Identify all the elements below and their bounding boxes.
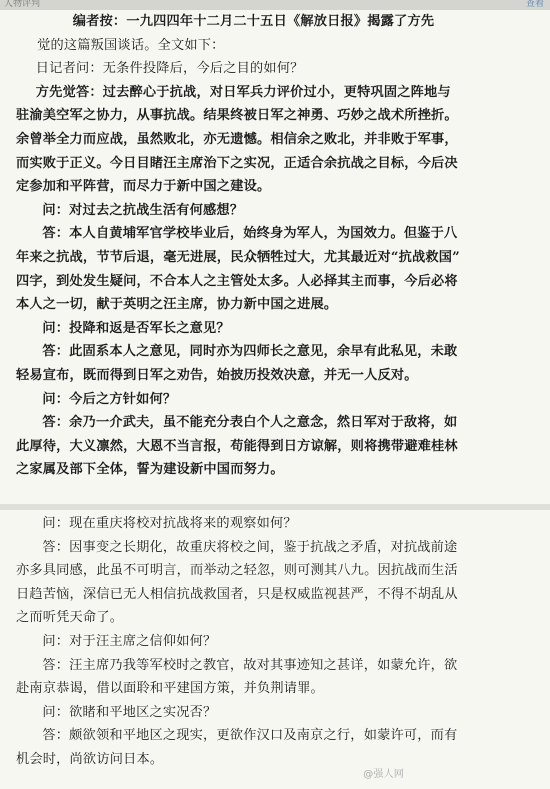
answer-4	[16, 536, 536, 630]
editor-note-cont: 觉的这篇叛国谈话。全文如下：	[37, 37, 225, 53]
answer-line: 答：本人自黄埔军官学校毕业后，始终身为军人，为国效力。但鉴于八	[42, 226, 458, 242]
answer-line: 答：因事变之长期化，故重庆将校之间，鉴于抗战之矛盾，对抗战前途	[42, 539, 458, 555]
answer-line: 四字，到处发生疑问，不合本人之主管处太多。人必择其主而事，今后必将	[16, 273, 458, 289]
answer-line: 本人之一切，献于英明之汪主席，协力新中国之进展。	[16, 297, 338, 313]
answer-6	[16, 724, 536, 771]
editor-note-text: 一九四四年十二月二十五日《解放日报》揭露了方先	[126, 14, 435, 29]
answer-line: 亦多具同感，此虽不可明言，而举动之轻忽，则可测其八九。因抗战而生活	[16, 563, 458, 579]
answer-line: 机会时，尚欲访问日本。	[16, 751, 164, 767]
answer-line: 此厚待，大义凛然，大恩不当言报，苟能得到日方谅解，则将携带避难桂林	[16, 438, 458, 454]
answer-line: 驻渝美空军之协力，从事抗战。结果终被日军之神勇、巧妙之战术所挫折。	[16, 108, 458, 124]
question-6: 问：欲睹和平地区之实况否？	[42, 704, 217, 720]
topbar-left-text: 人物评判	[4, 0, 41, 9]
answer-line: 方先觉答：过去醉心于抗战，对日军兵力评价过小，更特巩固之阵地与	[35, 84, 451, 100]
question-5: 问：对于汪主席之信仰如何？	[42, 633, 217, 649]
topbar-link[interactable]: 查看	[525, 0, 544, 9]
question-4: 问：现在重庆将校对抗战将来的观察如何？	[42, 516, 297, 531]
answer-line: 余曾举全力而应战，虽然败北，亦无遗憾。相信余之败北，并非败于军事，	[16, 131, 458, 147]
question-3: 问：今后之方针如何？	[42, 391, 177, 407]
editor-note-label: 编者按：	[72, 14, 127, 29]
answer-line: 定参加和平阵营，而尽力于新中国之建设。	[16, 179, 271, 195]
question-0: 日记者问：无条件投降后，今后之目的如何？	[35, 61, 304, 77]
answer-line: 年来之抗战，节节后退，毫无进展，民众牺牲过大，尤其最近对“抗战救国”	[16, 249, 460, 265]
document-page-2	[0, 510, 550, 789]
answer-line: 答：汪主席乃我等军校时之教官，故对其事迹知之甚详，如蒙允许，欲	[42, 657, 458, 673]
answer-3	[16, 411, 536, 482]
answer-line: 赴南京恭谒，借以面聆和平建国方策，并负荆请罪。	[16, 681, 324, 697]
watermark: @强人网	[363, 769, 404, 781]
answer-line: 轻易宣布，既而得到日军之劝告，始披历投效决意，并无一人反对。	[16, 367, 418, 383]
answer-0	[16, 81, 536, 199]
editor-note	[16, 10, 536, 57]
answer-1	[16, 222, 536, 316]
answer-line: 之而听凭天命了。	[16, 610, 124, 626]
document-page-1	[0, 10, 550, 504]
top-bar	[0, 0, 550, 10]
question-2: 问：投降和返是否军长之意见？	[42, 320, 230, 336]
answer-2	[16, 340, 536, 387]
answer-line: 答：颇欲领和平地区之现实，更欲作汉口及南京之行，如蒙许可，而有	[42, 728, 458, 744]
answer-line: 答：余乃一介武夫，虽不能充分表白个人之意念，然日军对于敌将，如	[42, 415, 458, 431]
answer-line: 之家属及部下全体，誓为建设新中国而努力。	[16, 462, 284, 478]
answer-line: 日趋苦恼，深信已无人相信抗战救国者，只是权威监视甚严，不得不胡乱从	[16, 586, 458, 602]
answer-line: 答：此固系本人之意见，同时亦为四师长之意见，余早有此私见，未敢	[42, 344, 458, 360]
answer-5	[16, 654, 536, 701]
answer-line: 而实败于正义。今日目睹汪主席治下之实况，正适合余抗战之目标，今后决	[16, 155, 458, 171]
question-1: 问：对过去之抗战生活有何感想？	[42, 202, 244, 218]
